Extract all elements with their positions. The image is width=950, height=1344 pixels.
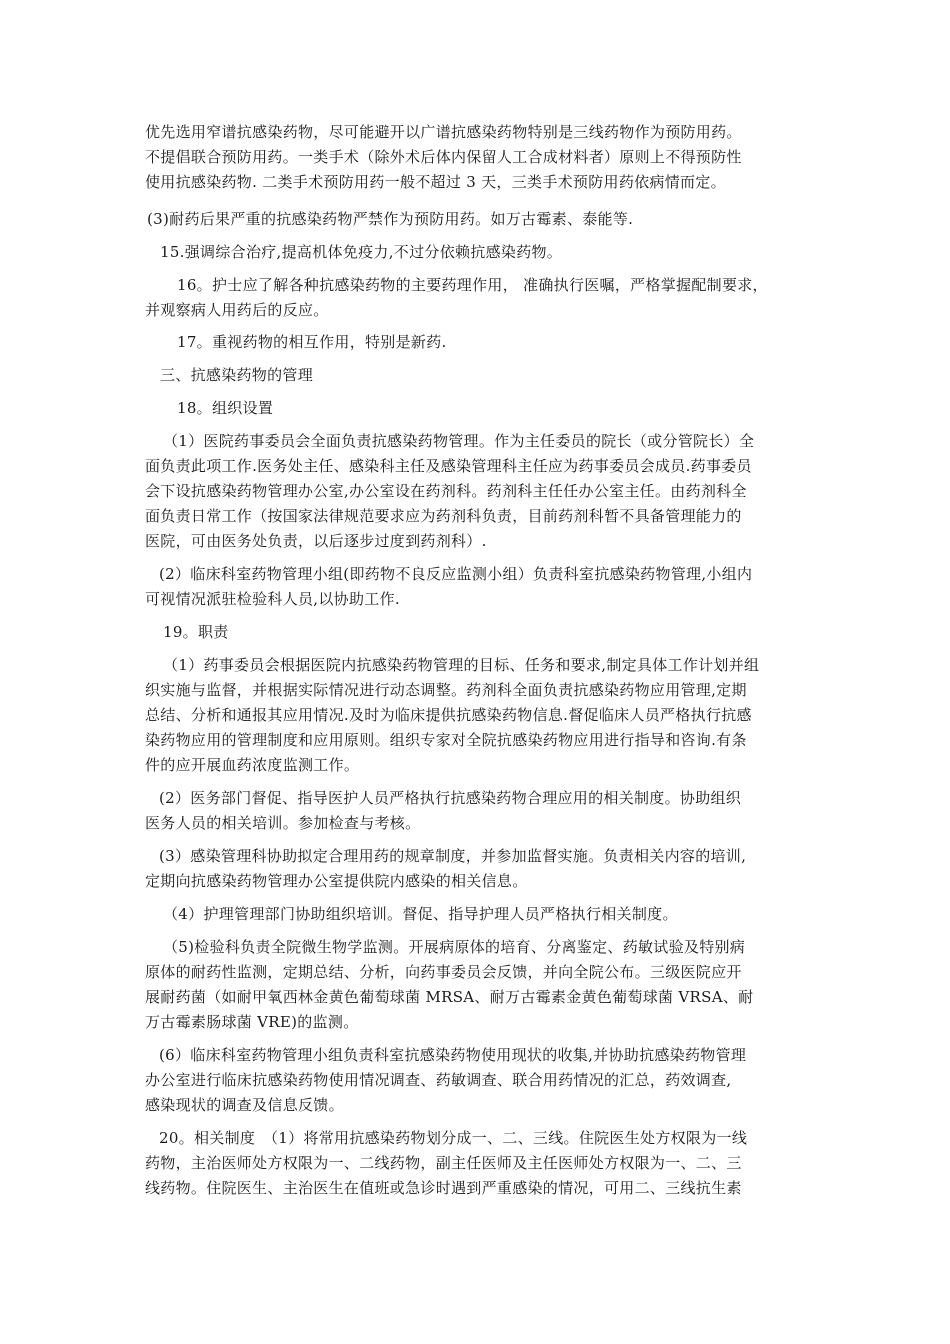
text-line: 不提倡联合预防用药。一类手术（除外术后体内保留人工合成材料者）原则上不得预防性	[145, 148, 742, 166]
text-line: 19。职责	[163, 623, 229, 641]
text-line: 可视情况派驻检验科人员,以协助工作.	[145, 590, 400, 608]
text-line: 15.强调综合治疗,提高机体免疫力,不过分依赖抗感染药物。	[160, 243, 563, 261]
text-line: 万古霉素肠球菌 VRE)的监测。	[145, 1013, 359, 1031]
paragraph-19-4	[145, 902, 833, 927]
heading-item-18	[145, 396, 847, 421]
text-line: 医务人员的相关培训。参加检查与考核。	[145, 814, 421, 832]
paragraph-prophylaxis-principles	[145, 120, 815, 195]
paragraph-19-5	[145, 935, 815, 1035]
text-line: 原体的耐药性监测，定期总结、分析，向药事委员会反馈，并向全院公布。三级医院应开	[145, 963, 742, 981]
paragraph-18-2	[145, 562, 815, 612]
text-line: 办公室进行临床抗感染药物使用情况调查、药敏调查、联合用药情况的汇总，药效调查,	[145, 1071, 732, 1089]
text-line: 20。相关制度 （1）将常用抗感染药物划分成一、二、三线。住院医生处方权限为一线	[159, 1129, 748, 1147]
text-line: 染药物应用的管理制度和应用原则。组织专家对全院抗感染药物应用进行指导和咨询.有条	[145, 731, 747, 749]
text-line: （1）药事委员会根据医院内抗感染药物管理的目标、任务和要求,制定具体工作计划并组	[163, 656, 760, 674]
text-line: （5)检验科负责全院微生物学监测。开展病原体的培育、分离鉴定、药敏试验及特别病	[163, 938, 746, 956]
heading-item-19	[145, 620, 833, 645]
text-line: （1）医院药事委员会全面负责抗感染药物管理。作为主任委员的院长（或分管院长）全	[163, 432, 755, 450]
section-heading-3	[145, 363, 830, 388]
paragraph-item-15	[145, 240, 830, 265]
text-line: 面负责日常工作（按国家法律规范要求应为药剂科负责，目前药剂科暂不具备管理能力的	[145, 507, 742, 525]
text-line: 织实施与监督，并根据实际情况进行动态调整。药剂科全面负责抗感染药物应用管理,定期	[145, 681, 747, 699]
text-line: 16。护士应了解各种抗感染药物的主要药理作用， 准确执行医嘱，严格掌握配制要求，	[177, 276, 768, 294]
paragraph-19-2	[145, 786, 815, 836]
text-line: 药物，主治医师处方权限为一、二线药物，副主任医师及主任医师处方权限为一、二、三	[145, 1154, 742, 1172]
paragraph-item-16	[145, 273, 815, 323]
text-line: 三、抗感染药物的管理	[160, 366, 314, 384]
text-line: 件的应开展血药浓度监测工作。	[145, 756, 360, 774]
text-line: 线药物。住院医生、主治医生在值班或急诊时遇到严重感染的情况，可用二、三线抗生素	[145, 1179, 742, 1197]
paragraph-19-6	[145, 1043, 815, 1118]
text-line: (6）临床科室药物管理小组负责科室抗感染药物使用现状的收集,并协助抗感染药物管理	[159, 1046, 747, 1064]
text-line: 展耐药菌（如耐甲氧西林金黄色葡萄球菌 MRSA、耐万古霉素金黄色葡萄球菌 VRSA、耐	[145, 988, 754, 1006]
paragraph-19-1	[145, 653, 815, 778]
text-line: (2）临床科室药物管理小组(即药物不良反应监测小组）负责科室抗感染药物管理,小组内	[159, 565, 753, 583]
text-line: 并观察病人用药后的反应。	[145, 301, 329, 319]
text-line: 医院，可由医务处负责，以后逐步过度到药剂科）.	[145, 532, 487, 550]
text-line: (3)耐药后果严重的抗感染药物严禁作为预防用药。如万古霉素、泰能等.	[147, 210, 634, 228]
text-line: 使用抗感染药物. 二类手术预防用药一般不超过 3 天，三类手术预防用药依病情而定。	[145, 173, 726, 191]
text-line: 17。重视药物的相互作用，特别是新药.	[177, 333, 447, 351]
text-line: 18。组织设置	[177, 399, 274, 417]
paragraph-item-20	[145, 1126, 815, 1201]
paragraph-19-3	[145, 844, 815, 894]
text-line: 优先选用窄谱抗感染药物，尽可能避开以广谱抗感染药物特别是三线药物作为预防用药。	[145, 123, 742, 141]
text-line: 总结、分析和通报其应用情况.及时为临床提供抗感染药物信息.督促临床人员严格执行抗感	[145, 706, 752, 724]
paragraph-18-1	[145, 429, 815, 554]
text-line: 面负责此项工作.医务处主任、感染科主任及感染管理科主任应为药事委员会成员.药事委员	[145, 457, 752, 475]
text-line: （4）护理管理部门协助组织培训。督促、指导护理人员严格执行相关制度。	[163, 905, 678, 923]
text-line: 定期向抗感染药物管理办公室提供院内感染的相关信息。	[145, 872, 528, 890]
text-line: 感染现状的调查及信息反馈。	[145, 1096, 344, 1114]
text-line: 会下设抗感染药物管理办公室,办公室设在药剂科。药剂科主任任办公室主任。由药剂科全	[145, 482, 747, 500]
text-line: (2）医务部门督促、指导医护人员严格执行抗感染药物合理应用的相关制度。协助组织	[159, 789, 742, 807]
text-line: (3）感染管理科协助拟定合理用药的规章制度，并参加监督实施。负责相关内容的培训,	[159, 847, 747, 865]
paragraph-item-17	[145, 330, 847, 355]
paragraph-item-3	[145, 207, 817, 232]
